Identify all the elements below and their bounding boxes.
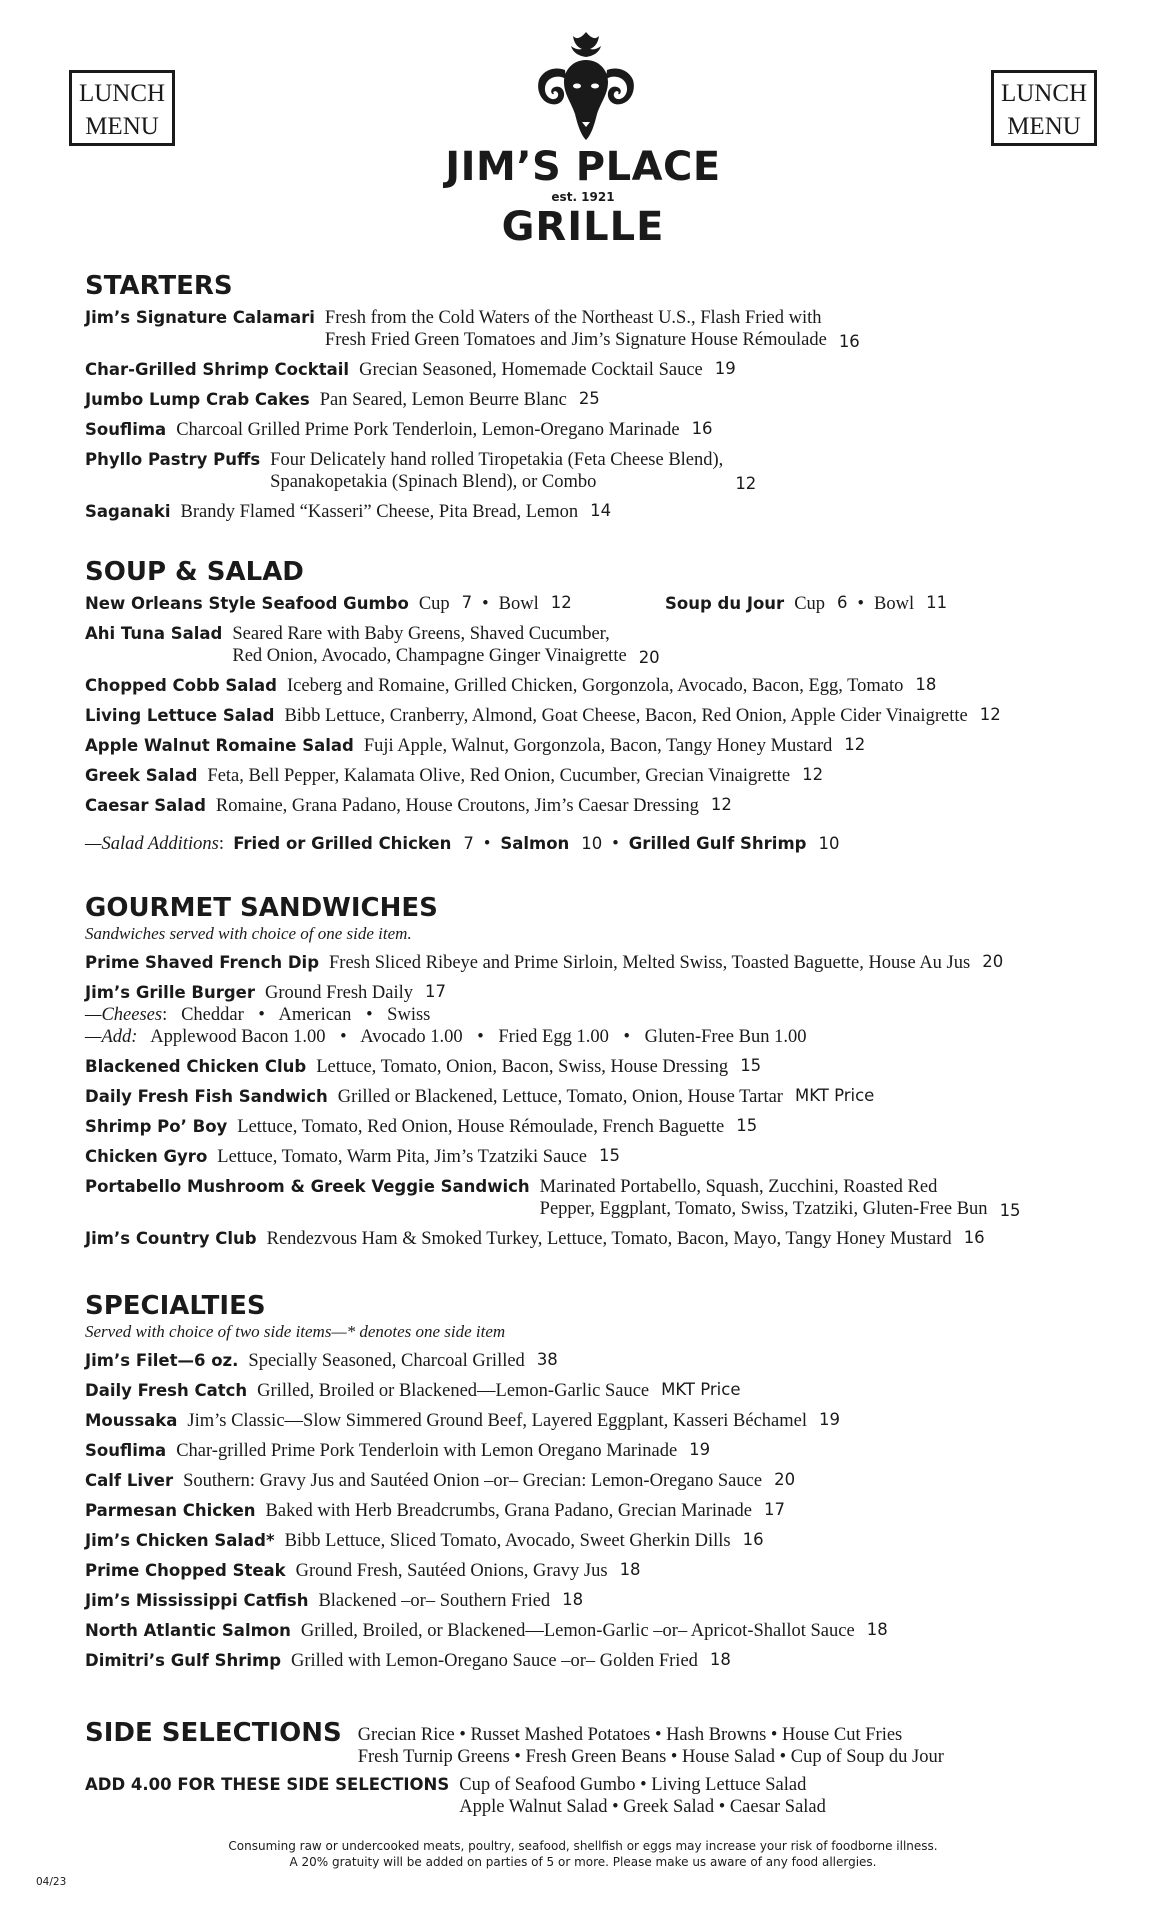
item-name: North Atlantic Salmon (85, 1621, 291, 1640)
add-label: —Add: (85, 1027, 138, 1047)
version-code: 04/23 (36, 1876, 67, 1888)
item-name: Jim’s Chicken Salad* (85, 1531, 275, 1550)
addition-price: 10 (818, 834, 840, 853)
item-name: Blackened Chicken Club (85, 1057, 307, 1076)
item-price: 18 (709, 1650, 731, 1669)
item-desc: Four Delicately hand rolled Tiropetakia (Feta Cheese Blend), Spanakopetakia (Spinach Blend), or Combo (270, 450, 724, 492)
item-price: 15 (740, 1056, 762, 1075)
item-price: 15 (999, 1201, 1021, 1220)
item-name: Jim’s Mississippi Catfish (85, 1591, 309, 1610)
item-desc: Southern: Gravy Jus and Sautéed Onion –or– Grecian: Lemon-Oregano Sauce (183, 1471, 763, 1491)
item-price: 18 (915, 675, 937, 694)
gumbo-item (85, 593, 665, 615)
item-name: Jim’s Grille Burger (85, 983, 256, 1002)
side-selections (85, 1718, 1085, 1768)
bowl-price: 11 (926, 593, 948, 612)
menu-item (85, 307, 1085, 351)
bowl-price: 12 (550, 593, 572, 612)
soup-du-jour-item (665, 593, 947, 615)
ram-head-logo (533, 30, 639, 142)
menu-item (85, 1590, 1085, 1612)
menu-item (85, 1470, 1085, 1492)
menu-item (85, 1410, 1085, 1432)
menu-item (85, 735, 1085, 757)
brand-name: JIM’S PLACE (445, 144, 721, 190)
extra-sides-label: ADD 4.00 FOR THESE SIDE SELECTIONS (85, 1775, 450, 1794)
item-name: Living Lettuce Salad (85, 706, 275, 725)
item-name: Soup du Jour (665, 594, 785, 613)
item-desc: Char-grilled Prime Pork Tenderloin with Lemon Oregano Marinade (176, 1441, 678, 1461)
item-desc: Lettuce, Tomato, Onion, Bacon, Swiss, House Dressing (316, 1057, 729, 1077)
item-desc: Lettuce, Tomato, Red Onion, House Rémoulade, French Baguette (237, 1117, 725, 1137)
item-price: 38 (536, 1350, 558, 1369)
menu-item (85, 501, 1085, 523)
side-list: Grecian Rice • Russet Mashed Potatoes • Hash Browns • House Cut Fries Fresh Turnip Greens • Fresh Green Beans • House Salad • Cup of Soup du Jour (357, 1725, 944, 1767)
menu-item (85, 1560, 1085, 1582)
menu-item (85, 1650, 1085, 1672)
bullet: • (366, 1005, 373, 1025)
menu-item (85, 1116, 1085, 1138)
item-price: 25 (578, 389, 600, 408)
badge-line2: MENU (85, 113, 159, 140)
item-desc: Fresh from the Cold Waters of the Northeast U.S., Flash Fried with Fresh Fried Green Tomatoes and Jim’s Signature House Rémoulade (324, 308, 827, 350)
bullet: • (258, 1005, 265, 1025)
item-price: 20 (774, 1470, 796, 1489)
menu-item (85, 1620, 1085, 1642)
cup-price: 7 (461, 593, 473, 612)
section-title: GOURMET SANDWICHES (85, 893, 438, 923)
item-desc: Grilled, Broiled, or Blackened—Lemon-Garlic –or– Apricot-Shallot Sauce (300, 1621, 855, 1641)
item-price: 19 (819, 1410, 841, 1429)
item-price: 19 (689, 1440, 711, 1459)
item-name: Shrimp Po’ Boy (85, 1117, 228, 1136)
item-desc: Feta, Bell Pepper, Kalamata Olive, Red Onion, Cucumber, Grecian Vinaigrette (207, 766, 791, 786)
cheese-option: Swiss (387, 1005, 431, 1025)
item-price: 15 (598, 1146, 620, 1165)
bullet: • (857, 594, 865, 614)
soup-salad-section (85, 556, 1085, 855)
item-name: Daily Fresh Catch (85, 1381, 248, 1400)
badge-line1: LUNCH (1000, 80, 1088, 107)
item-name: Parmesan Chicken (85, 1501, 256, 1520)
item-name: Prime Shaved French Dip (85, 953, 320, 972)
item-name: Jumbo Lump Crab Cakes (85, 390, 310, 409)
item-name: Jim’s Signature Calamari (85, 308, 315, 327)
bullet: • (612, 834, 619, 854)
item-price: 14 (590, 501, 612, 520)
item-desc: Baked with Herb Breadcrumbs, Grana Padano, Grecian Marinade (265, 1501, 752, 1521)
item-name: Greek Salad (85, 766, 198, 785)
item-name: Portabello Mushroom & Greek Veggie Sandwich (85, 1177, 530, 1196)
item-name: New Orleans Style Seafood Gumbo (85, 594, 409, 613)
item-name: Moussaka (85, 1411, 178, 1430)
item-desc: Marinated Portabello, Squash, Zucchini, Roasted Red Pepper, Eggplant, Tomato, Swiss, Tzatziki, Gluten-Free Bun (539, 1177, 988, 1219)
item-price: 20 (638, 648, 660, 667)
item-desc: Brandy Flamed “Kasseri” Cheese, Pita Bread, Lemon (180, 502, 579, 522)
cup-label: Cup (418, 594, 450, 614)
item-name: Calf Liver (85, 1471, 174, 1490)
addition-name: Grilled Gulf Shrimp (628, 834, 807, 853)
section-title: SPECIALTIES (85, 1291, 266, 1321)
menu-item (85, 1500, 1085, 1522)
item-name: Phyllo Pastry Puffs (85, 450, 261, 469)
menu-item (85, 705, 1085, 727)
addition-name: Salmon (500, 834, 570, 853)
item-desc: Grecian Seasoned, Homemade Cocktail Sauce (359, 360, 703, 380)
add-option: Gluten-Free Bun 1.00 (644, 1027, 807, 1047)
item-price: 16 (742, 1530, 764, 1549)
item-name: Jim’s Filet—6 oz. (85, 1351, 239, 1370)
add-option: Fried Egg 1.00 (498, 1027, 609, 1047)
menu-item (85, 1530, 1085, 1552)
item-desc: Jim’s Classic—Slow Simmered Ground Beef, Layered Eggplant, Kasseri Béchamel (187, 1411, 808, 1431)
specialties-section (85, 1290, 1085, 1672)
item-desc: Specially Seasoned, Charcoal Grilled (248, 1351, 525, 1371)
lunch-menu-badge-left (69, 70, 175, 146)
menu-item (85, 795, 1085, 817)
sandwiches-section (85, 892, 1085, 1250)
item-desc: Fresh Sliced Ribeye and Prime Sirloin, Melted Swiss, Toasted Baguette, House Au Jus (329, 953, 971, 973)
item-price: 17 (764, 1500, 785, 1519)
addition-price: 7 (463, 834, 474, 853)
item-desc: Seared Rare with Baby Greens, Shaved Cucumber, Red Onion, Avocado, Champagne Ginger Vinaigrette (232, 624, 627, 666)
item-price: 12 (802, 765, 824, 784)
menu-item (85, 359, 1085, 381)
burger-add-ons (85, 1026, 1085, 1048)
item-price: 17 (425, 982, 446, 1001)
footer-gratuity: A 20% gratuity will be added on parties of 5 or more. Please make us aware of any food allergies. (289, 1855, 877, 1869)
item-name: Ahi Tuna Salad (85, 624, 223, 643)
item-price: 16 (691, 419, 713, 438)
section-title: STARTERS (85, 271, 233, 301)
menu-item (85, 623, 1085, 667)
add-option: Avocado 1.00 (360, 1027, 463, 1047)
item-desc: Pan Seared, Lemon Beurre Blanc (319, 390, 567, 410)
menu-item (85, 1440, 1085, 1462)
menu-item (85, 1056, 1085, 1078)
item-name: Caesar Salad (85, 796, 206, 815)
item-desc: Grilled with Lemon-Oregano Sauce –or– Golden Fried (291, 1651, 698, 1671)
item-desc: Fuji Apple, Walnut, Gorgonzola, Bacon, Tangy Honey Mustard (363, 736, 833, 756)
item-desc: Bibb Lettuce, Cranberry, Almond, Goat Cheese, Bacon, Red Onion, Apple Cider Vinaigrette (284, 706, 968, 726)
additions-label: —Salad Additions (85, 834, 219, 854)
item-price: 20 (982, 952, 1004, 971)
item-price: MKT Price (661, 1380, 741, 1399)
item-name: Chopped Cobb Salad (85, 676, 277, 695)
item-price: 12 (844, 735, 866, 754)
menu-item (85, 1086, 1085, 1108)
item-name: Prime Chopped Steak (85, 1561, 286, 1580)
add-option: Applewood Bacon 1.00 (150, 1027, 326, 1047)
bowl-label: Bowl (874, 594, 915, 614)
menu-item (85, 675, 1085, 697)
soup-row (85, 593, 1085, 615)
cup-label: Cup (794, 594, 826, 614)
item-price: 12 (735, 474, 757, 493)
section-note: Sandwiches served with choice of one side item. (85, 924, 412, 943)
item-desc: Grilled, Broiled or Blackened—Lemon-Garlic Sauce (257, 1381, 650, 1401)
cheese-option: Cheddar (181, 1005, 244, 1025)
item-price: 19 (714, 359, 736, 378)
menu-item (85, 952, 1085, 974)
item-desc: Blackened –or– Southern Fried (318, 1591, 551, 1611)
item-name: Souflima (85, 1441, 167, 1460)
cheeses-label: —Cheeses (85, 1005, 163, 1025)
footer-disclaimer: Consuming raw or undercooked meats, poultry, seafood, shellfish or eggs may increase your risk of foodborne illness. (228, 1839, 938, 1853)
item-desc: Iceberg and Romaine, Grilled Chicken, Gorgonzola, Avocado, Bacon, Egg, Tomato (287, 676, 904, 696)
menu-item (85, 982, 1085, 1004)
salad-additions: —Salad Additions : Fried or Grilled Chicken 7 • Salmon 10 • Grilled Gulf Shrimp 10 (85, 834, 840, 854)
starters-section (85, 270, 1085, 523)
item-name: Saganaki (85, 502, 171, 521)
item-desc: Ground Fresh Daily (265, 983, 413, 1003)
cheese-option: American (278, 1005, 352, 1025)
item-desc: Lettuce, Tomato, Warm Pita, Jim’s Tzatziki Sauce (217, 1147, 587, 1167)
item-name: Daily Fresh Fish Sandwich (85, 1087, 328, 1106)
item-name: Chicken Gyro (85, 1147, 208, 1166)
item-desc: Bibb Lettuce, Sliced Tomato, Avocado, Sweet Gherkin Dills (284, 1531, 731, 1551)
item-price: 16 (838, 332, 860, 351)
item-price: 16 (963, 1228, 985, 1247)
item-price: 15 (736, 1116, 758, 1135)
extra-side-list: Cup of Seafood Gumbo • Living Lettuce Salad Apple Walnut Salad • Greek Salad • Caesar Salad (459, 1775, 826, 1817)
item-price: 12 (979, 705, 1001, 724)
item-name: Char-Grilled Shrimp Cocktail (85, 360, 350, 379)
badge-line2: MENU (1007, 113, 1081, 140)
section-note: Served with choice of two side items—* denotes one side item (85, 1322, 506, 1341)
item-desc: Rendezvous Ham & Smoked Turkey, Lettuce, Tomato, Bacon, Mayo, Tangy Honey Mustard (266, 1229, 952, 1249)
menu-item (85, 389, 1085, 411)
badge-line1: LUNCH (78, 80, 166, 107)
item-name: Dimitri’s Gulf Shrimp (85, 1651, 282, 1670)
item-desc: Ground Fresh, Sautéed Onions, Gravy Jus (295, 1561, 608, 1581)
brand-subtitle: GRILLE (501, 204, 665, 250)
item-desc: Romaine, Grana Padano, House Croutons, Jim’s Caesar Dressing (215, 796, 699, 816)
burger-cheeses: —Cheeses: Cheddar • American • Swiss (85, 1005, 431, 1025)
item-price: 18 (562, 1590, 584, 1609)
menu-item (85, 1380, 1085, 1402)
extra-side-selections (85, 1774, 1085, 1818)
bullet: • (482, 594, 489, 614)
item-desc: Charcoal Grilled Prime Pork Tenderloin, Lemon-Oregano Marinade (176, 420, 680, 440)
item-desc: Grilled or Blackened, Lettuce, Tomato, Onion, House Tartar (337, 1087, 783, 1107)
section-title: SOUP & SALAD (85, 557, 304, 587)
addition-name: Fried or Grilled Chicken (233, 834, 452, 853)
menu-item (85, 419, 1085, 441)
menu-item (85, 1146, 1085, 1168)
item-price: 12 (710, 795, 732, 814)
menu-item (85, 1176, 1085, 1220)
sides-section (85, 1718, 1085, 1818)
lunch-menu-badge-right (991, 70, 1097, 146)
item-price: 18 (866, 1620, 888, 1639)
menu-item (85, 765, 1085, 787)
item-name: Apple Walnut Romaine Salad (85, 736, 354, 755)
bullet: • (483, 834, 491, 854)
item-price: 18 (619, 1560, 641, 1579)
section-title: SIDE SELECTIONS (85, 1718, 342, 1748)
bullet: • (340, 1027, 347, 1047)
bullet: • (477, 1027, 484, 1047)
cup-price: 6 (837, 593, 848, 612)
addition-price: 10 (581, 834, 603, 853)
item-name: Souflima (85, 420, 167, 439)
menu-item (85, 1228, 1085, 1250)
menu-item (85, 1350, 1085, 1372)
item-name: Jim’s Country Club (85, 1229, 257, 1248)
bullet: • (623, 1027, 630, 1047)
bowl-label: Bowl (498, 594, 539, 614)
menu-item (85, 449, 1085, 493)
item-price: MKT Price (794, 1086, 875, 1105)
brand-established: est. 1921 (551, 190, 615, 204)
